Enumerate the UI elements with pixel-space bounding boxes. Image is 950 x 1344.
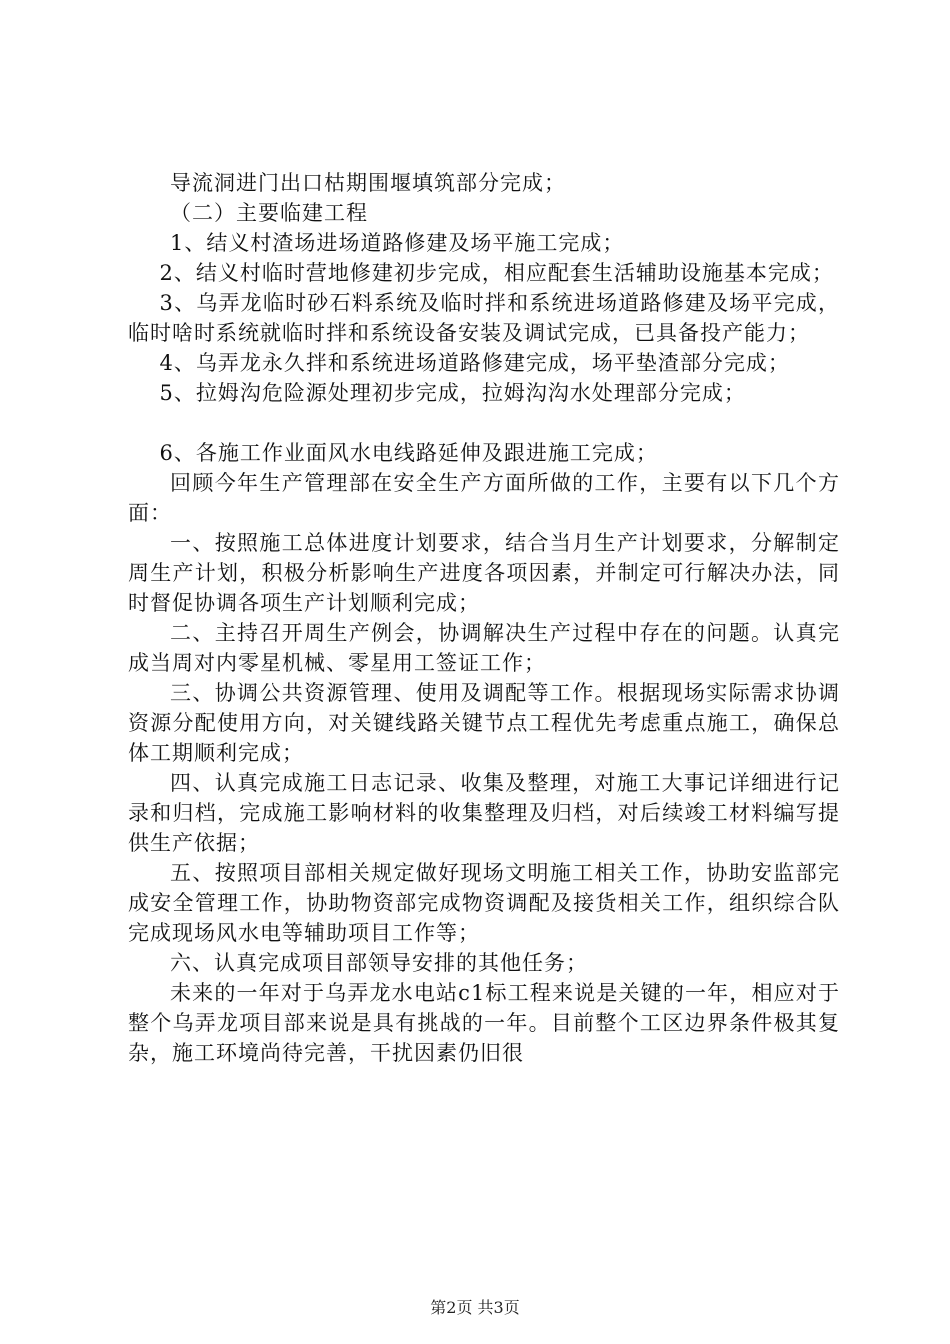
paragraph-item-six: 六、认真完成项目部领导安排的其他任务；: [170, 951, 588, 975]
paragraph-item-five: 五、按照项目部相关规定做好现场文明施工相关工作，协助安监部完成安全管理工作，协助物资部完成物资调配及接货相关工作，组织综合队完成现场风水电等辅助项目工作等；: [128, 861, 840, 945]
paragraph-diversion-tunnel: 导流洞进门出口枯期围堰填筑部分完成；: [170, 171, 566, 195]
paragraph-review-intro: 回顾今年生产管理部在安全生产方面所做的工作，主要有以下几个方面：: [128, 471, 840, 525]
paragraph-item-one: 一、按照施工总体进度计划要求，结合当月生产计划要求，分解制定周生产计划，积极分析影响生产进度各项因素，并制定可行解决办法，同时督促协调各项生产计划顺利完成；: [128, 531, 840, 615]
list-item-4: 4、乌弄龙永久拌和系统进场道路修建完成，场平垫渣部分完成；: [159, 351, 790, 375]
page-number-label: 第2页 共3页: [430, 1298, 520, 1317]
list-item-1: 1、结义村渣场进场道路修建及场平施工完成；: [170, 231, 625, 255]
list-item-5: 5、拉姆沟危险源处理初步完成，拉姆沟沟水处理部分完成；: [159, 381, 746, 405]
list-item-2: 2、结义村临时营地修建初步完成，相应配套生活辅助设施基本完成；: [159, 261, 834, 285]
paragraph-item-two: 二、主持召开周生产例会，协调解决生产过程中存在的问题。认真完成当周对内零星机械、零星用工签证工作；: [128, 621, 840, 675]
page-footer: [0, 1295, 950, 1318]
paragraph-outlook: 未来的一年对于乌弄龙水电站c1标工程来说是关键的一年，相应对于整个乌弄龙项目部来说是具有挑战的一年。目前整个工区边界条件极其复杂，施工环境尚待完善，干扰因素仍旧很: [128, 981, 840, 1065]
paragraph-item-four: 四、认真完成施工日志记录、收集及整理，对施工大事记详细进行记录和归档，完成施工影响材料的收集整理及归档，对后续竣工材料编写提供生产依据；: [128, 771, 840, 855]
paragraph-item-three: 三、协调公共资源管理、使用及调配等工作。根据现场实际需求协调资源分配使用方向，对关键线路关键节点工程优先考虑重点施工，确保总体工期顺利完成；: [128, 681, 840, 765]
section-heading-temporary-works: （二）主要临建工程: [170, 201, 368, 225]
list-item-3: 3、乌弄龙临时砂石料系统及临时拌和系统进场道路修建及场平完成，临时啥时系统就临时拌和系统设备安装及调试完成，已具备投产能力；: [128, 291, 840, 345]
list-item-6: 6、各施工作业面风水电线路延伸及跟进施工完成；: [159, 441, 658, 465]
document-body: [128, 168, 840, 1068]
